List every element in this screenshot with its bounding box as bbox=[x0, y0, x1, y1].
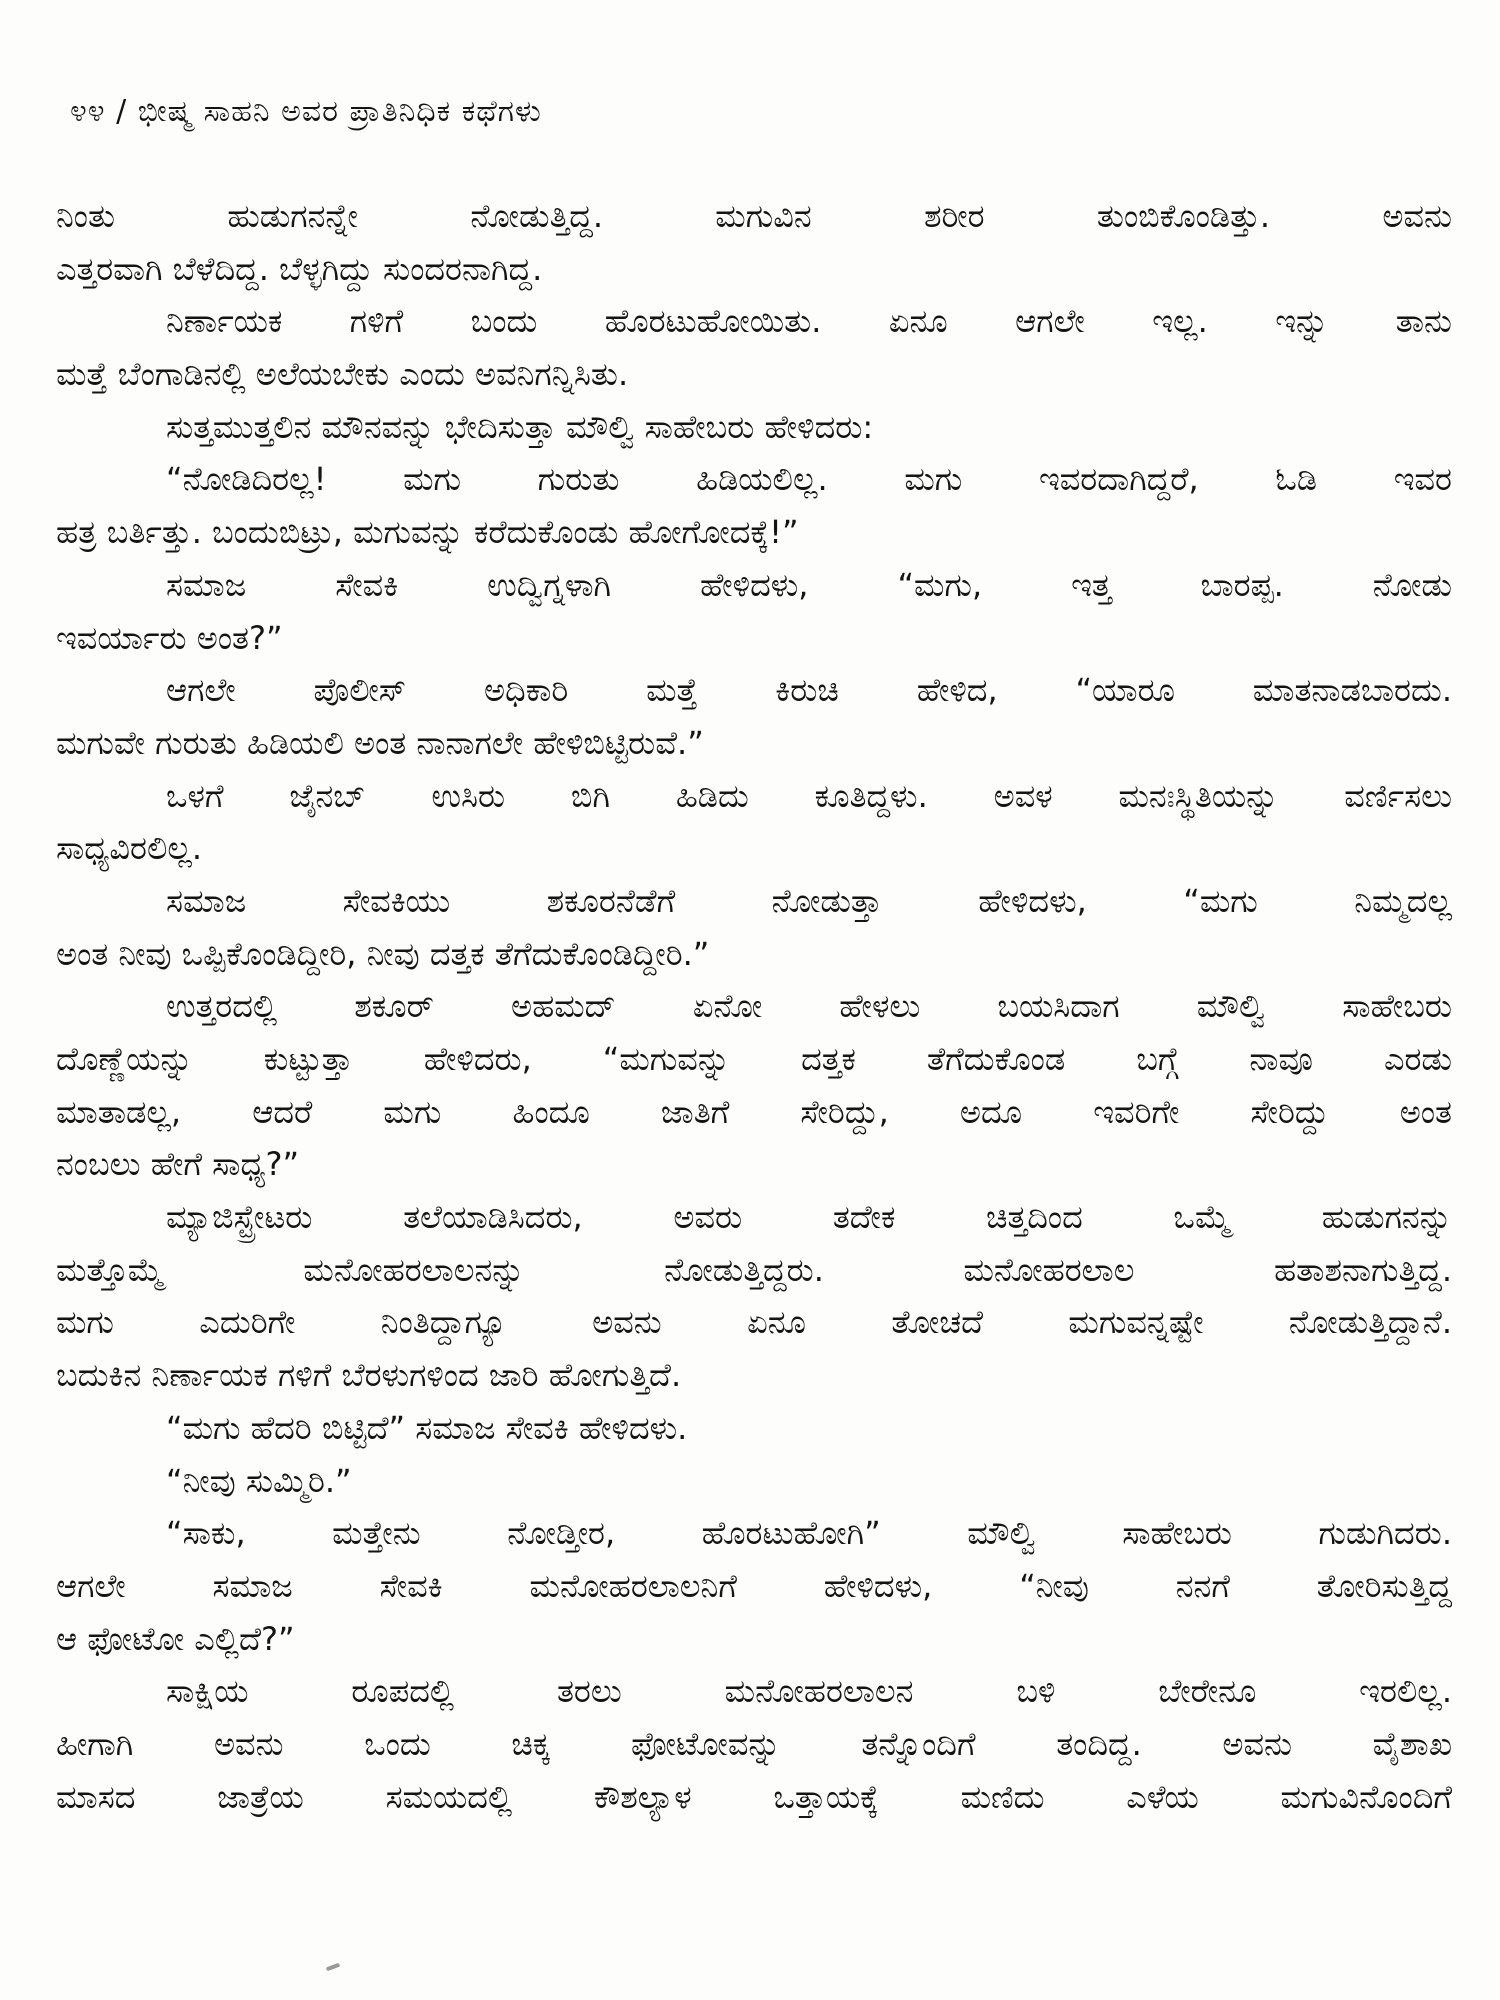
text-line: ಉತ್ತರದಲ್ಲಿ ಶಕೂರ್ ಅಹಮದ್ ಏನೋ ಹೇಳಲು ಬಯಸಿದಾಗ ಮೌಲ್ವಿ ಸಾಹೇಬರು bbox=[166, 987, 1452, 1026]
text-line: ಹತ್ರ ಬರ್ತಿತ್ತು. ಬಂದುಬಿಟ್ರು, ಮಗುವನ್ನು ಕರೆದುಕೊಂಡು ಹೋಗೋದಕ್ಕೆ!” bbox=[56, 513, 799, 552]
text-line: ನಿರ್ಣಾಯಕ ಗಳಿಗೆ ಬಂದು ಹೊರಟುಹೋಯಿತು. ಏನೂ ಆಗಲೇ ಇಲ್ಲ. ಇನ್ನು ತಾನು bbox=[166, 302, 1452, 341]
text-line: ದೊಣ್ಣೆಯನ್ನು ಕುಟ್ಟುತ್ತಾ ಹೇಳಿದರು, “ಮಗುವನ್ನು ದತ್ತಕ ತೆಗೆದುಕೊಂಡ ಬಗ್ಗೆ ನಾವೂ ಎರಡು bbox=[56, 1040, 1452, 1078]
text-line: ನಂಬಲು ಹೇಗೆ ಸಾಧ್ಯ?” bbox=[56, 1145, 300, 1184]
text-line: ಮಗುವೇ ಗುರುತು ಹಿಡಿಯಲಿ ಅಂತ ನಾನಾಗಲೇ ಹೇಳಿಬಿಟ್ಟಿರುವೆ.” bbox=[56, 723, 704, 762]
text-line: ಸುತ್ತಮುತ್ತಲಿನ ಮೌನವನ್ನು ಭೇದಿಸುತ್ತಾ ಮೌಲ್ವಿ ಸಾಹೇಬರು ಹೇಳಿದರು: bbox=[166, 407, 874, 446]
text-line: ಮಗು ಎದುರಿಗೇ ನಿಂತಿದ್ದಾಗ್ಯೂ ಅವನು ಏನೂ ತೋಚದೆ ಮಗುವನ್ನಷ್ಟೇ ನೋಡುತ್ತಿದ್ದಾನೆ. bbox=[56, 1303, 1452, 1342]
text-line: ಹೀಗಾಗಿ ಅವನು ಒಂದು ಚಿಕ್ಕ ಫೋಟೋವನ್ನು ತನ್ನೊಂದಿಗೆ ತಂದಿದ್ದ. ಅವನು ವೈಶಾಖ bbox=[56, 1724, 1452, 1763]
text-line: ಎತ್ತರವಾಗಿ ಬೆಳೆದಿದ್ದ. ಬೆಳ್ಳಗಿದ್ದು ಸುಂದರನಾಗಿದ್ದ. bbox=[56, 249, 543, 288]
text-line: ಮ್ಯಾಜಿಸ್ಟ್ರೇಟರು ತಲೆಯಾಡಿಸಿದರು, ಅವರು ತದೇಕ ಚಿತ್ತದಿಂದ ಒಮ್ಮೆ ಹುಡುಗನನ್ನು bbox=[166, 1198, 1452, 1237]
text-line: ನಿಂತು ಹುಡುಗನನ್ನೇ ನೋಡುತ್ತಿದ್ದ. ಮಗುವಿನ ಶರೀರ ತುಂಬಿಕೊಂಡಿತ್ತು. ಅವನು bbox=[56, 197, 1452, 235]
text-line: ಸಮಾಜ ಸೇವಕಿಯು ಶಕೂರನೆಡೆಗೆ ನೋಡುತ್ತಾ ಹೇಳಿದಳು, “ಮಗು ನಿಮ್ಮದಲ್ಲ bbox=[166, 881, 1452, 920]
text-line: ಒಳಗೆ ಜೈನಬ್ ಉಸಿರು ಬಿಗಿ ಹಿಡಿದು ಕೂತಿದ್ದಳು. ಅವಳ ಮನಃಸ್ಥಿತಿಯನ್ನು ವರ್ಣಿಸಲು bbox=[166, 776, 1452, 815]
running-header: ೪೪ / ಭೀಷ್ಮ ಸಾಹನಿ ಅವರ ಪ್ರಾತಿನಿಧಿಕ ಕಥೆಗಳು bbox=[70, 94, 542, 129]
text-line: ಇವರ್ಯಾರು ಅಂತ?” bbox=[56, 618, 283, 657]
text-line: “ನೋಡಿದಿರಲ್ಲ! ಮಗು ಗುರುತು ಹಿಡಿಯಲಿಲ್ಲ. ಮಗು ಇವರದಾಗಿದ್ದರೆ, ಓಡಿ ಇವರ bbox=[166, 460, 1452, 499]
text-line: ಆಗಲೇ ಪೊಲೀಸ್ ಅಧಿಕಾರಿ ಮತ್ತೆ ಕಿರುಚಿ ಹೇಳಿದ, “ಯಾರೂ ಮಾತನಾಡಬಾರದು. bbox=[166, 671, 1452, 710]
text-line: ಸಮಾಜ ಸೇವಕಿ ಉದ್ವಿಗ್ನಳಾಗಿ ಹೇಳಿದಳು, “ಮಗು, ಇತ್ತ ಬಾರಪ್ಪ. ನೋಡು bbox=[166, 565, 1452, 604]
text-line: “ಮಗು ಹೆದರಿ ಬಿಟ್ಟಿದೆ” ಸಮಾಜ ಸೇವಕಿ ಹೇಳಿದಳು. bbox=[166, 1408, 688, 1447]
text-line: ಆಗಲೇ ಸಮಾಜ ಸೇವಕಿ ಮನೋಹರಲಾಲನಿಗೆ ಹೇಳಿದಳು, “ನೀವು ನನಗೆ ತೋರಿಸುತ್ತಿದ್ದ bbox=[56, 1566, 1452, 1605]
text-line: “ನೀವು ಸುಮ್ಮಿರಿ.” bbox=[166, 1461, 352, 1500]
text-line: ಆ ಫೋಟೋ ಎಲ್ಲಿದೆ?” bbox=[56, 1619, 295, 1658]
text-line: ಬದುಕಿನ ನಿರ್ಣಾಯಕ ಗಳಿಗೆ ಬೆರಳುಗಳಿಂದ ಜಾರಿ ಹೋಗುತ್ತಿದೆ. bbox=[56, 1356, 682, 1395]
text-line: ಮಾತಾಡಲ್ಲ, ಆದರೆ ಮಗು ಹಿಂದೂ ಜಾತಿಗೆ ಸೇರಿದ್ದು, ಅದೂ ಇವರಿಗೇ ಸೇರಿದ್ದು ಅಂತ bbox=[56, 1092, 1452, 1131]
text-line: ಅಂತ ನೀವು ಒಪ್ಪಿಕೊಂಡಿದ್ದೀರಿ, ನೀವು ದತ್ತಕ ತೆಗೆದುಕೊಂಡಿದ್ದೀರಿ.” bbox=[56, 934, 710, 973]
scan-speck bbox=[326, 1963, 341, 1972]
text-line: ಸಾಕ್ಷಿಯ ರೂಪದಲ್ಲಿ ತರಲು ಮನೋಹರಲಾಲನ ಬಳಿ ಬೇರೇನೂ ಇರಲಿಲ್ಲ. bbox=[166, 1672, 1452, 1711]
text-line: ಮತ್ತೆ ಬೆಂಗಾಡಿನಲ್ಲಿ ಅಲೆಯಬೇಕು ಎಂದು ಅವನಿಗನ್ನಿಸಿತು. bbox=[56, 355, 629, 394]
text-line: ಮಾಸದ ಜಾತ್ರೆಯ ಸಮಯದಲ್ಲಿ ಕೌಶಲ್ಯಾಳ ಒತ್ತಾಯಕ್ಕೆ ಮಣಿದು ಎಳೆಯ ಮಗುವಿನೊಂದಿಗೆ bbox=[56, 1777, 1452, 1816]
text-line: ಮತ್ತೊಮ್ಮೆ ಮನೋಹರಲಾಲನನ್ನು ನೋಡುತ್ತಿದ್ದರು. ಮನೋಹರಲಾಲ ಹತಾಶನಾಗುತ್ತಿದ್ದ. bbox=[56, 1250, 1452, 1289]
text-line: “ಸಾಕು, ಮತ್ತೇನು ನೋಡ್ತೀರ, ಹೊರಟುಹೋಗಿ” ಮೌಲ್ವಿ ಸಾಹೇಬರು ಗುಡುಗಿದರು. bbox=[166, 1514, 1452, 1553]
text-line: ಸಾಧ್ಯವಿರಲಿಲ್ಲ. bbox=[56, 829, 203, 868]
body-text bbox=[56, 190, 1452, 1823]
